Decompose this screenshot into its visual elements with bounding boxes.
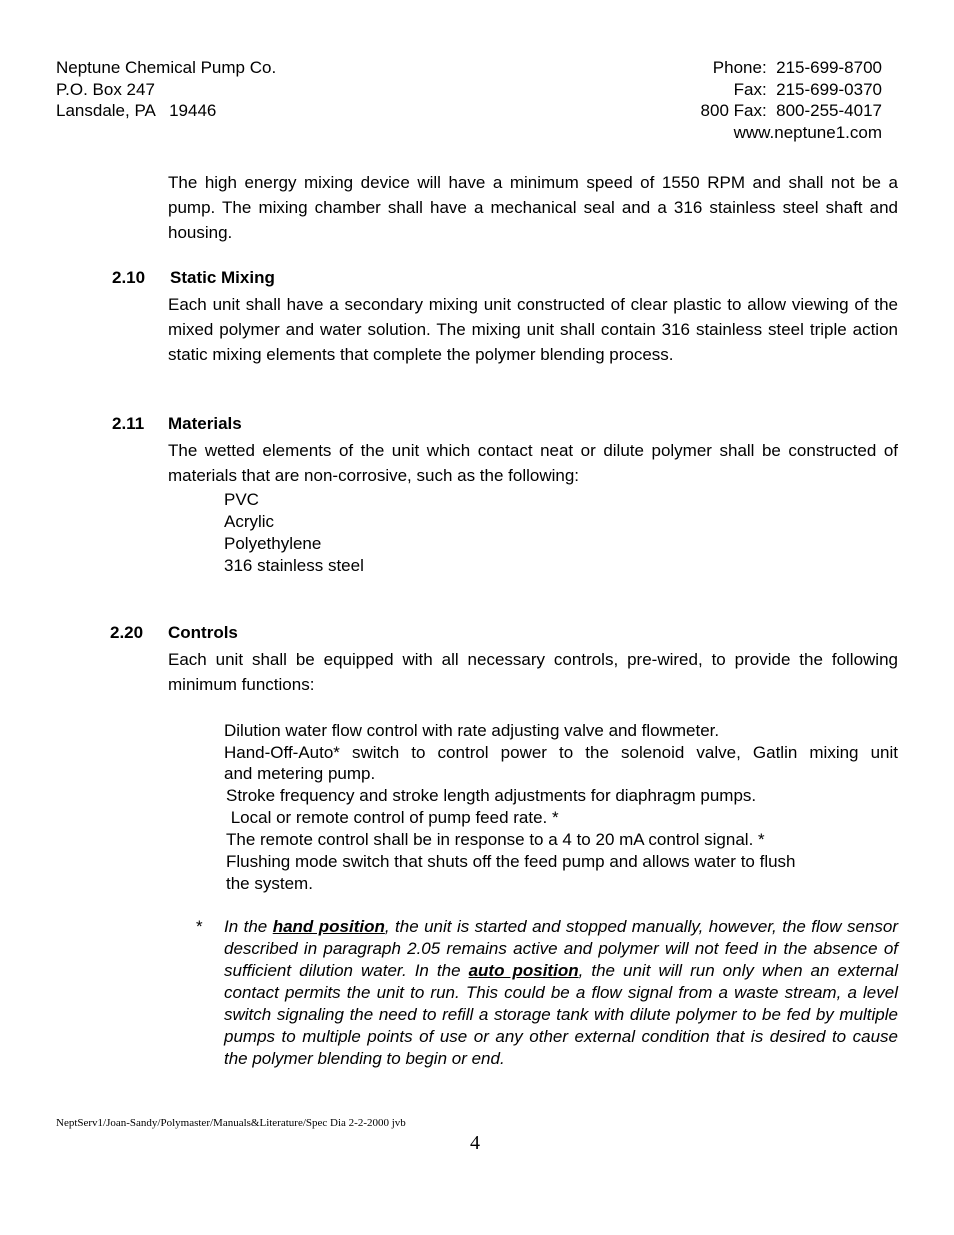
note-text: , the unit will run only when an external contact permits the unit to run. This could be a flow signal from a waste stream, a level switch signaling the need to refill a storage tank with dilute polymer to be fed by multiple pumps to multiple points of use or any other external condition that is desired to cause the polymer blending to begin or end.: [224, 961, 898, 1068]
materials-list: [224, 489, 364, 577]
intro-paragraph: The high energy mixing device will have a minimum speed of 1550 RPM and shall not be a pump. The mixing chamber shall have a mechanical seal and a 316 stainless steel shaft and housing.: [168, 173, 898, 242]
list-item: Local or remote control of pump feed rate. *: [226, 808, 559, 827]
list-item: Acrylic: [224, 512, 275, 531]
list-item: Stroke frequency and stroke length adjustments for diaphragm pumps.: [226, 786, 757, 805]
note-asterisk: *: [196, 917, 203, 936]
section-body-controls: Each unit shall be equipped with all necessary controls, pre-wired, to provide the following minimum functions:: [168, 650, 898, 694]
footer-file-path: NeptServ1/Joan-Sandy/Polymaster/Manuals&Literature/Spec Dia 2-2-2000 jvb: [56, 1117, 406, 1129]
auto-position-term: auto position: [468, 961, 579, 980]
fax-800: 800 Fax: 800-255-4017: [700, 101, 882, 120]
website: www.neptune1.com: [733, 122, 882, 142]
contact-block: [701, 57, 882, 143]
section-title-controls: Controls: [168, 623, 238, 642]
list-item: Flushing mode switch that shuts off the feed pump and allows water to flush: [226, 852, 796, 871]
section-title-materials: Materials: [168, 414, 242, 433]
list-item: and metering pump.: [224, 764, 376, 783]
section-body-static-mixing: Each unit shall have a secondary mixing unit constructed of clear plastic to allow viewing of the mixed polymer and water solution. The mixing unit shall contain 316 stainless steel triple action static mixing elements that complete the polymer blending process.: [168, 295, 898, 364]
note-text: In the: [224, 917, 273, 936]
list-item: the system.: [226, 874, 313, 893]
section-number-static-mixing: 2.10: [112, 268, 146, 287]
footnote-paragraph: [224, 916, 898, 1070]
section-title-static-mixing: Static Mixing: [170, 268, 275, 287]
section-body-materials: The wetted elements of the unit which contact neat or dilute polymer shall be constructed of materials that are non-corrosive, such as the following:: [168, 441, 898, 485]
note-text: , the unit is started and stopped manually, however, the flow sensor described in paragraph 2.05 remains active and polymer will not feed in the absence of sufficient dilution water. In the: [224, 917, 898, 980]
list-item: 316 stainless steel: [224, 556, 364, 575]
company-address-block: [56, 57, 276, 122]
address-line-2: Lansdale, PA 19446: [56, 101, 217, 120]
fax: Fax: 215-699-0370: [733, 79, 882, 99]
address-line-1: P.O. Box 247: [56, 79, 155, 99]
list-item: Hand-Off-Auto* switch to control power to the solenoid valve, Gatlin mixing unit: [224, 743, 898, 762]
hand-position-term: hand position: [272, 917, 385, 936]
list-item: Dilution water flow control with rate adjusting valve and flowmeter.: [224, 721, 720, 740]
page-number: 4: [470, 1132, 480, 1154]
list-item: Polyethylene: [224, 534, 322, 553]
company-name: Neptune Chemical Pump Co.: [56, 58, 277, 77]
section-number-controls: 2.20: [110, 623, 144, 642]
list-item: The remote control shall be in response to a 4 to 20 mA control signal. *: [226, 830, 765, 849]
phone: Phone: 215-699-8700: [712, 58, 882, 77]
section-number-materials: 2.11: [112, 414, 145, 433]
list-item: PVC: [224, 490, 259, 509]
